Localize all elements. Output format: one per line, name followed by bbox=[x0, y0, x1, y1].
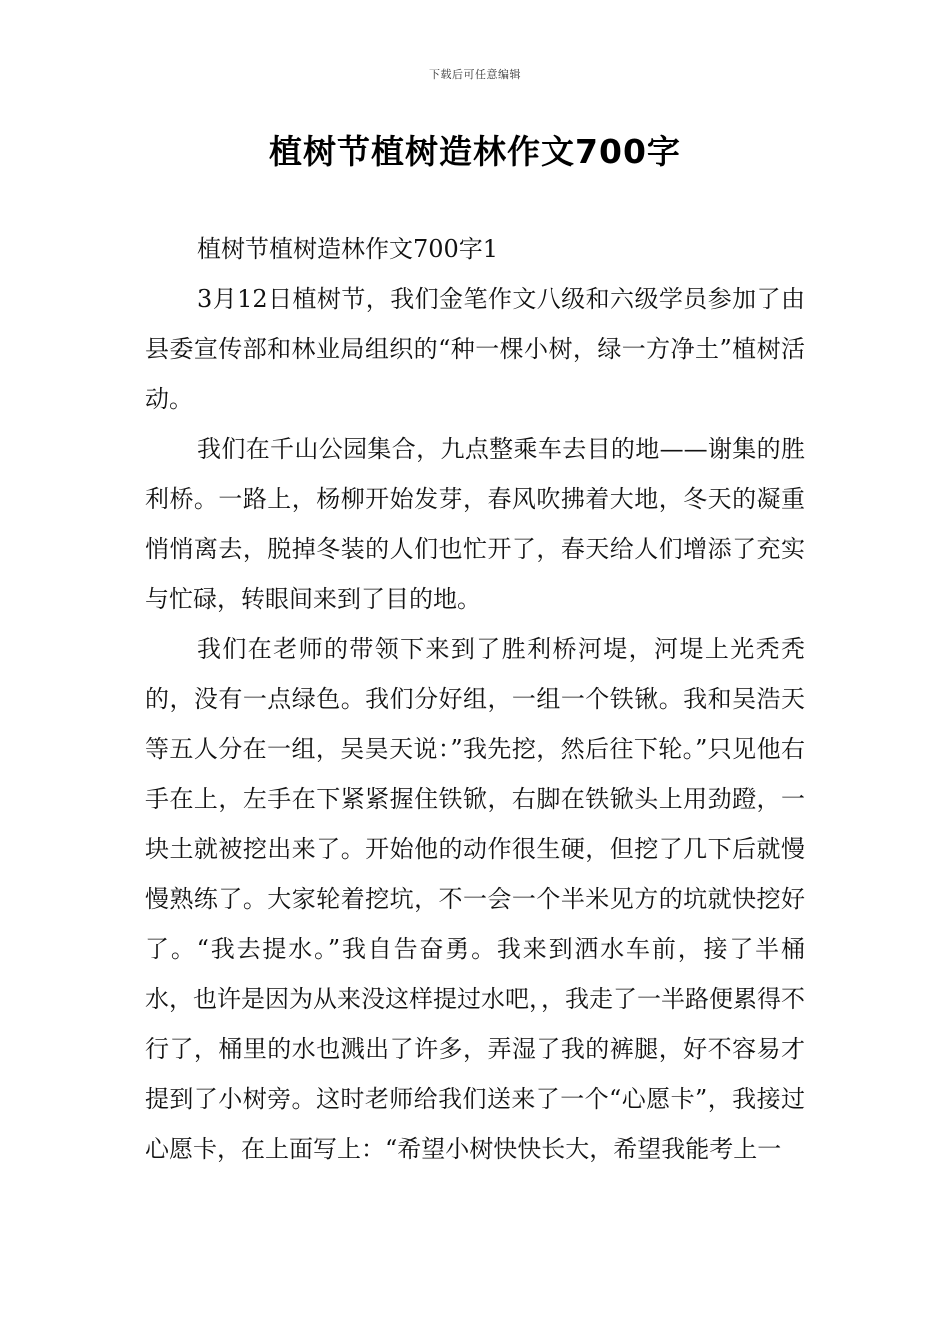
paragraph-3: 我们在老师的带领下来到了胜利桥河堤，河堤上光秃秃的，没有一点绿色。我们分好组，一组一个铁锹。我和吴浩天等五人分在一组，吴昊天说：”我先挖，然后往下轮。”只见他右手在上，左手在下紧紧握住铁锨，右脚在铁锨头上用劲蹬，一块土就被挖出来了。开始他的动作很生硬，但挖了几下后就慢慢熟练了。大家轮着挖坑，不一会一个半米见方的坑就快挖好了。“我去提水。”我自告奋勇。我来到洒水车前，接了半桶水，也许是因为从来没这样提过水吧，，我走了一半路便累得不行了，桶里的水也溅出了许多，弄湿了我的裤腿，好不容易才提到了小树旁。这时老师给我们送来了一个“心愿卡”，我接过心愿卡，在上面写上：“希望小树快快长大，希望我能考上一 bbox=[145, 635, 805, 1163]
section-heading: 植树节植树造林作文700字1 bbox=[197, 235, 499, 263]
document-title: 植树节植树造林作文700字 bbox=[269, 132, 681, 171]
document-body bbox=[145, 224, 805, 1174]
header-note: 下载后可任意编辑 bbox=[429, 68, 521, 81]
paragraph-2: 我们在千山公园集合，九点整乘车去目的地——谢集的胜利桥。一路上，杨柳开始发芽，春风吹拂着大地，冬天的凝重悄悄离去，脱掉冬装的人们也忙开了，春天给人们增添了充实与忙碌，转眼间来到了目的地。 bbox=[145, 435, 805, 613]
paragraph-1: 3月12日植树节，我们金笔作文八级和六级学员参加了由县委宣传部和林业局组织的“种一棵小树，绿一方净土”植树活动。 bbox=[145, 285, 805, 413]
